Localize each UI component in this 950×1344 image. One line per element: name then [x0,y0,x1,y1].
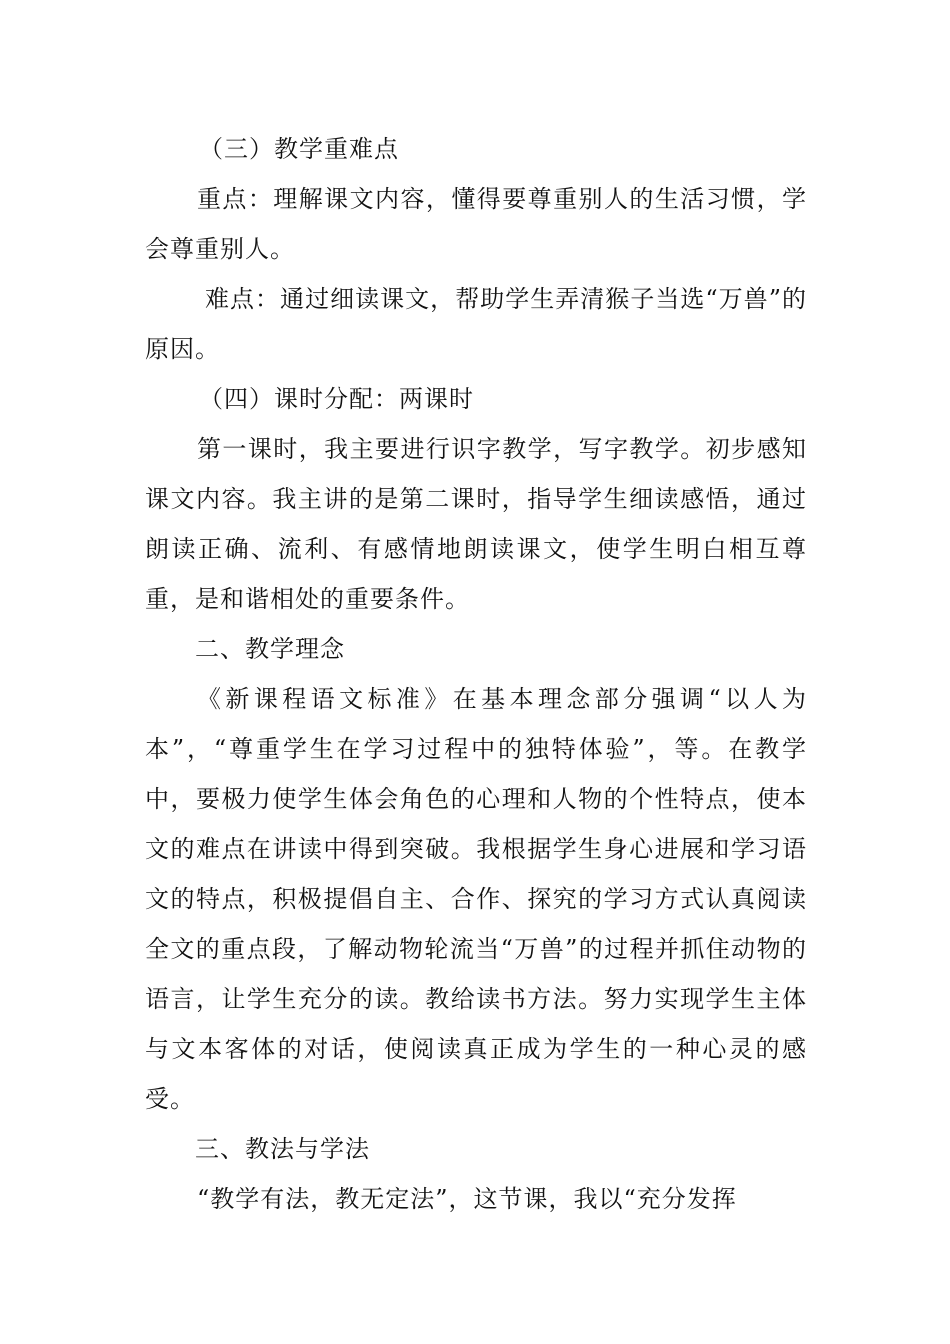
paragraph-teaching-philosophy: 《新课程语文标准》在基本理念部分强调“以人为本”，“尊重学生在学习过程中的独特体验”，等。在教学中，要极力使学生体会角色的心理和人物的个性特点，使本文的难点在讲读中得到突破。我根据学生身心进展和学习语文的特点，积极提倡自主、合作、探究的学习方式认真阅读全文的重点段，了解动物轮流当“万兽”的过程并抓住动物的语言，让学生充分的读。教给读书方法。努力实现学生主体与文本客体的对话，使阅读真正成为学生的一种心灵的感受。 [145,685,807,1113]
subheading-lesson-allocation: （四）课时分配：两课时 [199,385,474,413]
subheading-teaching-key-difficult-points: （三）教学重难点 [199,135,399,163]
paragraph-lesson-plan: 第一课时，我主要进行识字教学，写字教学。初步感知课文内容。我主讲的是第二课时，指导学生细读感悟，通过朗读正确、流利、有感情地朗读课文，使学生明白相互尊重，是和谐相处的重要条件。 [145,435,807,613]
paragraph-difficult-point: 难点：通过细读课文，帮助学生弄清猴子当选“万兽”的原因。 [145,285,807,363]
section-heading-teaching-philosophy: 二、教学理念 [195,635,345,663]
paragraph-key-point: 重点：理解课文内容，懂得要尊重别人的生活习惯，学会尊重别人。 [145,185,807,263]
document-body [145,124,807,1224]
paragraph-teaching-methods: “教学有法，教无定法”，这节课，我以“充分发挥 [197,1185,737,1213]
section-heading-teaching-methods: 三、教法与学法 [195,1135,370,1163]
